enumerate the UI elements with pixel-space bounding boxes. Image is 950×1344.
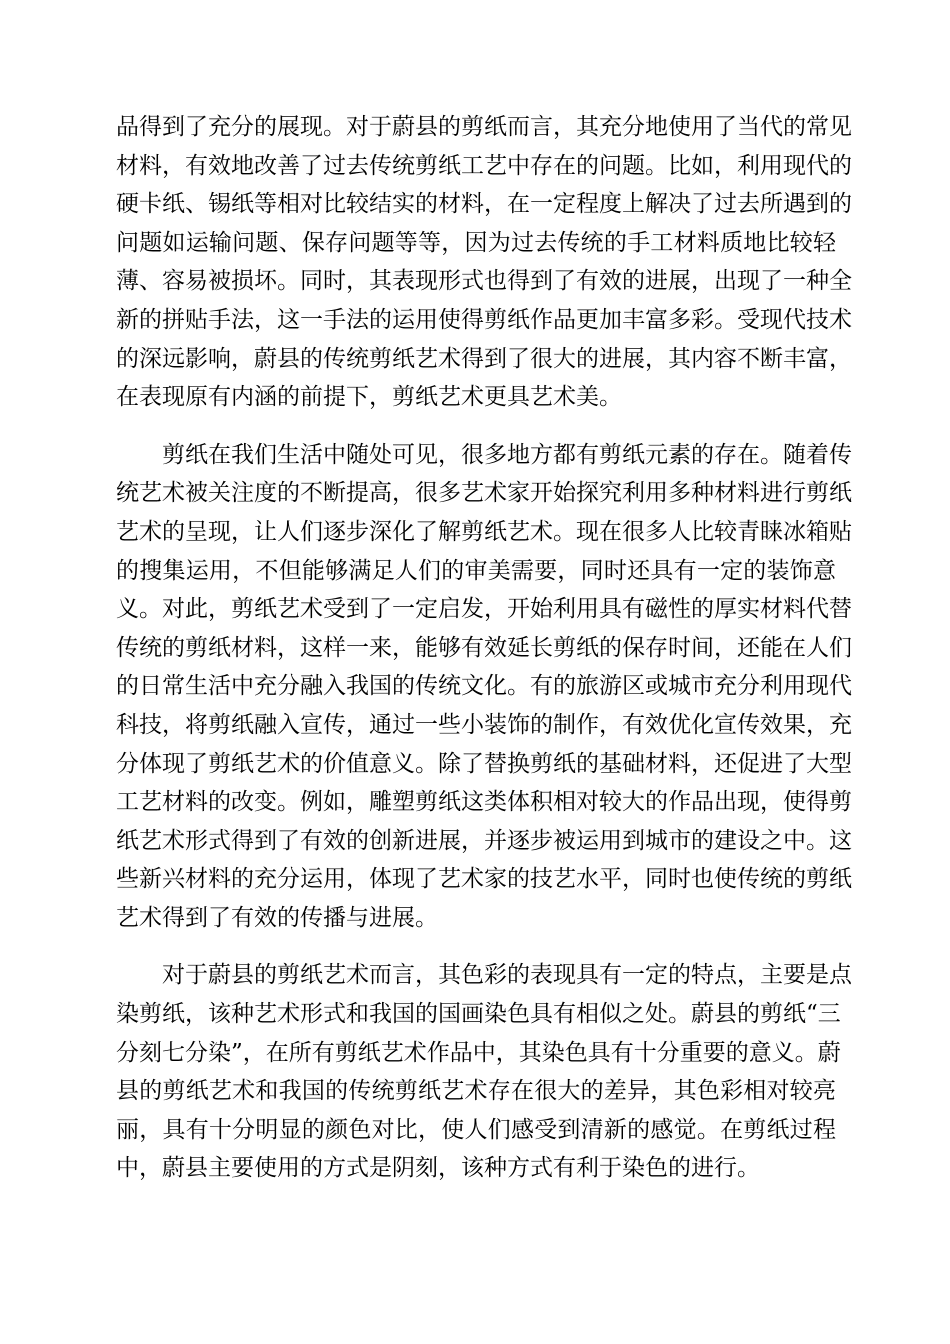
paragraph-spacer xyxy=(116,417,836,436)
text-line: 义。对此，剪纸艺术受到了一定启发，开始利用具有磁性的厚实材料代替 xyxy=(116,596,852,623)
text-line: 些新兴材料的充分运用，体现了艺术家的技艺水平，同时也使传统的剪纸 xyxy=(116,866,852,893)
text-line: 统艺术被关注度的不断提高，很多艺术家开始探究利用多种材料进行剪纸 xyxy=(116,480,852,507)
text-line: 分刻七分染”，在所有剪纸艺术作品中，其染色具有十分重要的意义。蔚 xyxy=(116,1039,841,1066)
text-line: 工艺材料的改变。例如，雕塑剪纸这类体积相对较大的作品出现，使得剪 xyxy=(116,789,852,816)
paragraph-spacer xyxy=(116,937,836,956)
text-line: 中，蔚县主要使用的方式是阴刻，该种方式有利于染色的进行。 xyxy=(116,1155,760,1182)
text-line: 的日常生活中充分融入我国的传统文化。有的旅游区或城市充分利用现代 xyxy=(116,673,852,700)
text-line: 纸艺术形式得到了有效的创新进展，并逐步被运用到城市的建设之中。这 xyxy=(116,827,852,854)
text-line: 县的剪纸艺术和我国的传统剪纸艺术存在很大的差异，其色彩相对较亮 xyxy=(116,1078,836,1105)
text-line: 的搜集运用，不但能够满足人们的审美需要，同时还具有一定的装饰意 xyxy=(116,557,836,584)
text-line: 在表现原有内涵的前提下，剪纸艺术更具艺术美。 xyxy=(116,384,622,411)
paragraph-1 xyxy=(116,108,852,417)
text-line: 艺术得到了有效的传播与进展。 xyxy=(116,904,438,931)
text-line: 剪纸在我们生活中随处可见，很多地方都有剪纸元素的存在。随着传 xyxy=(162,441,852,468)
text-line: 艺术的呈现，让人们逐步深化了解剪纸艺术。现在很多人比较青睐冰箱贴 xyxy=(116,518,852,545)
text-line: 品得到了充分的展现。对于蔚县的剪纸而言，其充分地使用了当代的常见 xyxy=(116,114,852,140)
text-line: 分体现了剪纸艺术的价值意义。除了替换剪纸的基础材料，还促进了大型 xyxy=(116,750,852,777)
paragraph-3 xyxy=(116,956,852,1188)
text-line: 对于蔚县的剪纸艺术而言，其色彩的表现具有一定的特点，主要是点 xyxy=(162,962,852,989)
text-line: 材料，有效地改善了过去传统剪纸工艺中存在的问题。比如，利用现代的 xyxy=(116,152,852,179)
text-line: 科技，将剪纸融入宣传，通过一些小装饰的制作，有效优化宣传效果，充 xyxy=(116,711,852,738)
text-line: 新的拼贴手法，这一手法的运用使得剪纸作品更加丰富多彩。受现代技术 xyxy=(116,306,852,333)
text-line: 丽，具有十分明显的颜色对比，使人们感受到清新的感觉。在剪纸过程 xyxy=(116,1116,836,1143)
text-line: 染剪纸，该种艺术形式和我国的国画染色具有相似之处。蔚县的剪纸“三 xyxy=(116,1001,841,1028)
paragraph-2 xyxy=(116,436,852,938)
text-line: 的深远影响，蔚县的传统剪纸艺术得到了很大的进展，其内容不断丰富， xyxy=(116,345,852,372)
text-line: 薄、容易被损坏。同时，其表现形式也得到了有效的进展，出现了一种全 xyxy=(116,268,852,295)
body-text xyxy=(116,108,852,1188)
text-line: 硬卡纸、锡纸等相对比较结实的材料，在一定程度上解决了过去所遇到的 xyxy=(116,191,852,218)
text-line: 传统的剪纸材料，这样一来，能够有效延长剪纸的保存时间，还能在人们 xyxy=(116,634,852,661)
text-line: 问题如运输问题、保存问题等等，因为过去传统的手工材料质地比较轻 xyxy=(116,229,836,256)
